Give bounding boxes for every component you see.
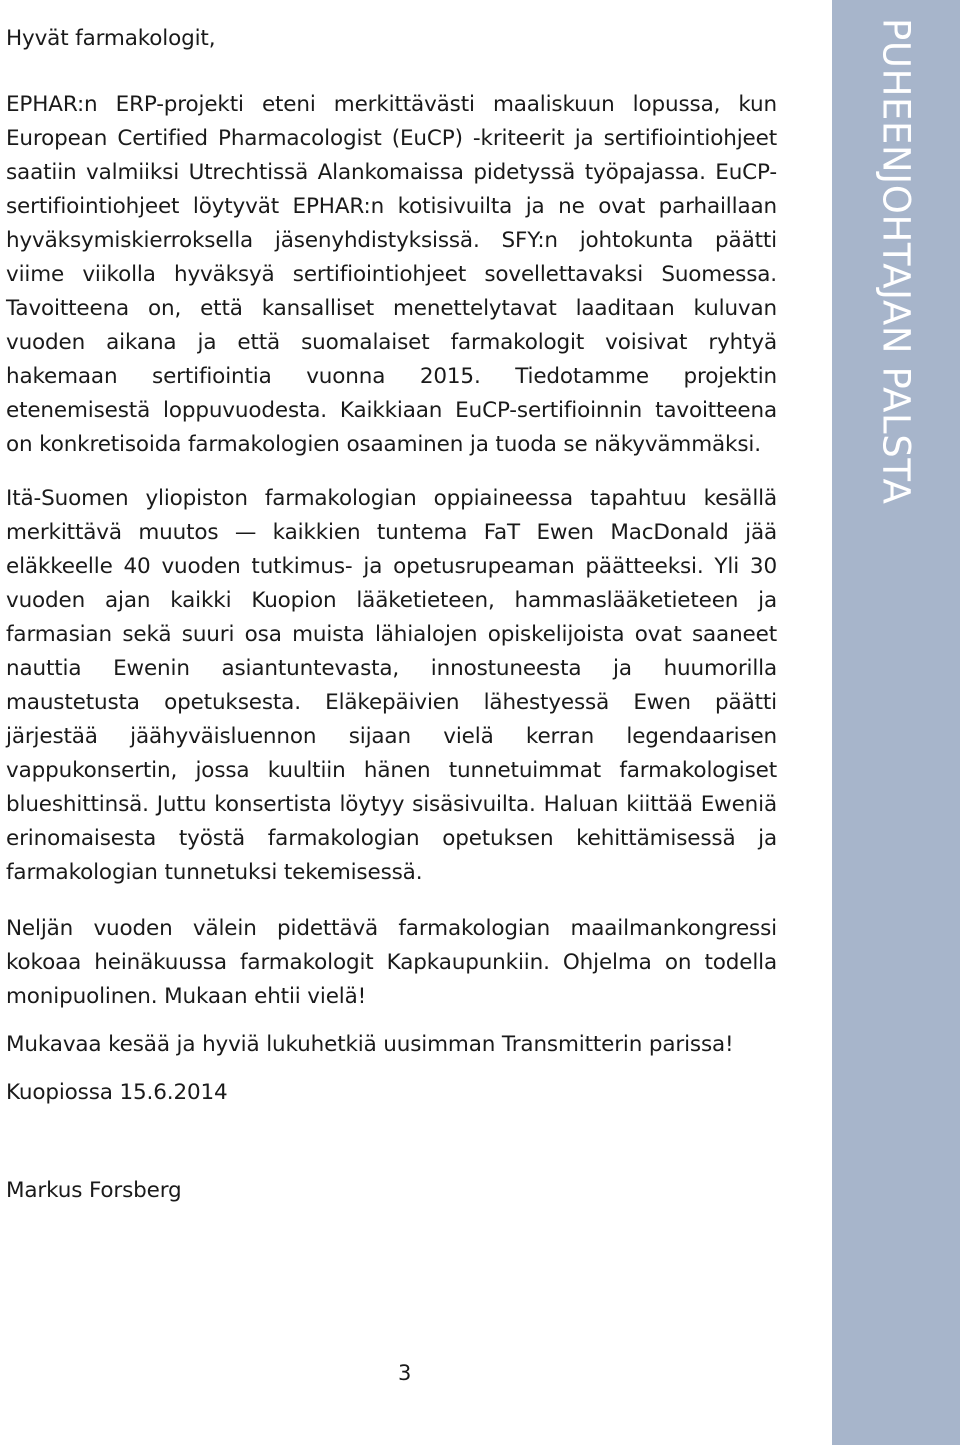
paragraph-world-congress: Neljän vuoden välein pidettävä farmakologian maailmankongressi kokoaa heinäkuussa farmakologit Kapkaupunkiin. Ohjelma on todella monipuolinen. Mukaan ehtii vielä! — [6, 916, 777, 1009]
article-body — [6, 22, 777, 1208]
page-number: 3 — [398, 1361, 412, 1385]
paragraph-ephar: EPHAR:n ERP-projekti eteni merkittävästi maaliskuun lopussa, kun European Certified Pharmacologist (EuCP) -kriteerit ja sertifiointiohjeet saatiin valmiiksi Utrechtissä Alankomaissa pidetyssä työpajassa. EuCP-sertifiointiohjeet löytyvät EPHAR:n kotisivuilta ja ne ovat parhaillaan hyväksymiskierroksella jäsenyhdistyksissä. SFY:n johtokunta päätti viime viikolla hyväksyä sertifiointiohjeet sovellettavaksi Suomessa. Tavoitteena on, että kansalliset menettelytavat laaditaan kuluvan vuoden aikana ja että suomalaiset farmakologit voisivat ryhtyä hakemaan sertifiointia vuonna 2015. Tiedotamme projektin etenemisestä loppuvuodesta. Kaikkiaan EuCP-sertifioinnin tavoitteena on konkretisoida farmakologien osaaminen ja tuoda se näkyvämmäksi. — [6, 92, 777, 457]
signature: Markus Forsberg — [6, 1178, 182, 1203]
paragraph-ewen-retirement: Itä-Suomen yliopiston farmakologian oppiaineessa tapahtuu kesällä merkittävä muutos — kaikkien tuntema FaT Ewen MacDonald jää eläkkeelle 40 vuoden tutkimus- ja opetusrupeaman päätteeksi. Yli 30 vuoden ajan kaikki Kuopion lääketieteen, hammaslääketieteen ja farmasian sekä suuri osa muista lähialojen opiskelijoista ovat saaneet nauttia Ewenin asiantuntevasta, innostuneesta ja huumorilla maustetusta opetuksesta. Eläkepäivien lähestyessä Ewen päätti järjestää jäähyväisluennon sijaan vielä kerran legendaarisen vappukonsertin, jossa kuultiin hänen tunnetuimmat farmakologiset blueshittinsä. Juttu konsertista löytyy sisäsivuilta. Haluan kiittää Eweniä erinomaisesta työstä farmakologian opetuksen kehittämisessä ja farmakologian tunnetuksi tekemisessä. — [6, 486, 777, 885]
place-date: Kuopiossa 15.6.2014 — [6, 1080, 228, 1105]
paragraph-closing: Mukavaa kesää ja hyviä lukuhetkiä uusimman Transmitterin parissa! — [6, 1032, 734, 1057]
greeting: Hyvät farmakologit, — [6, 26, 216, 51]
column-title: PUHEENJOHTAJAN PALSTA — [874, 18, 918, 505]
